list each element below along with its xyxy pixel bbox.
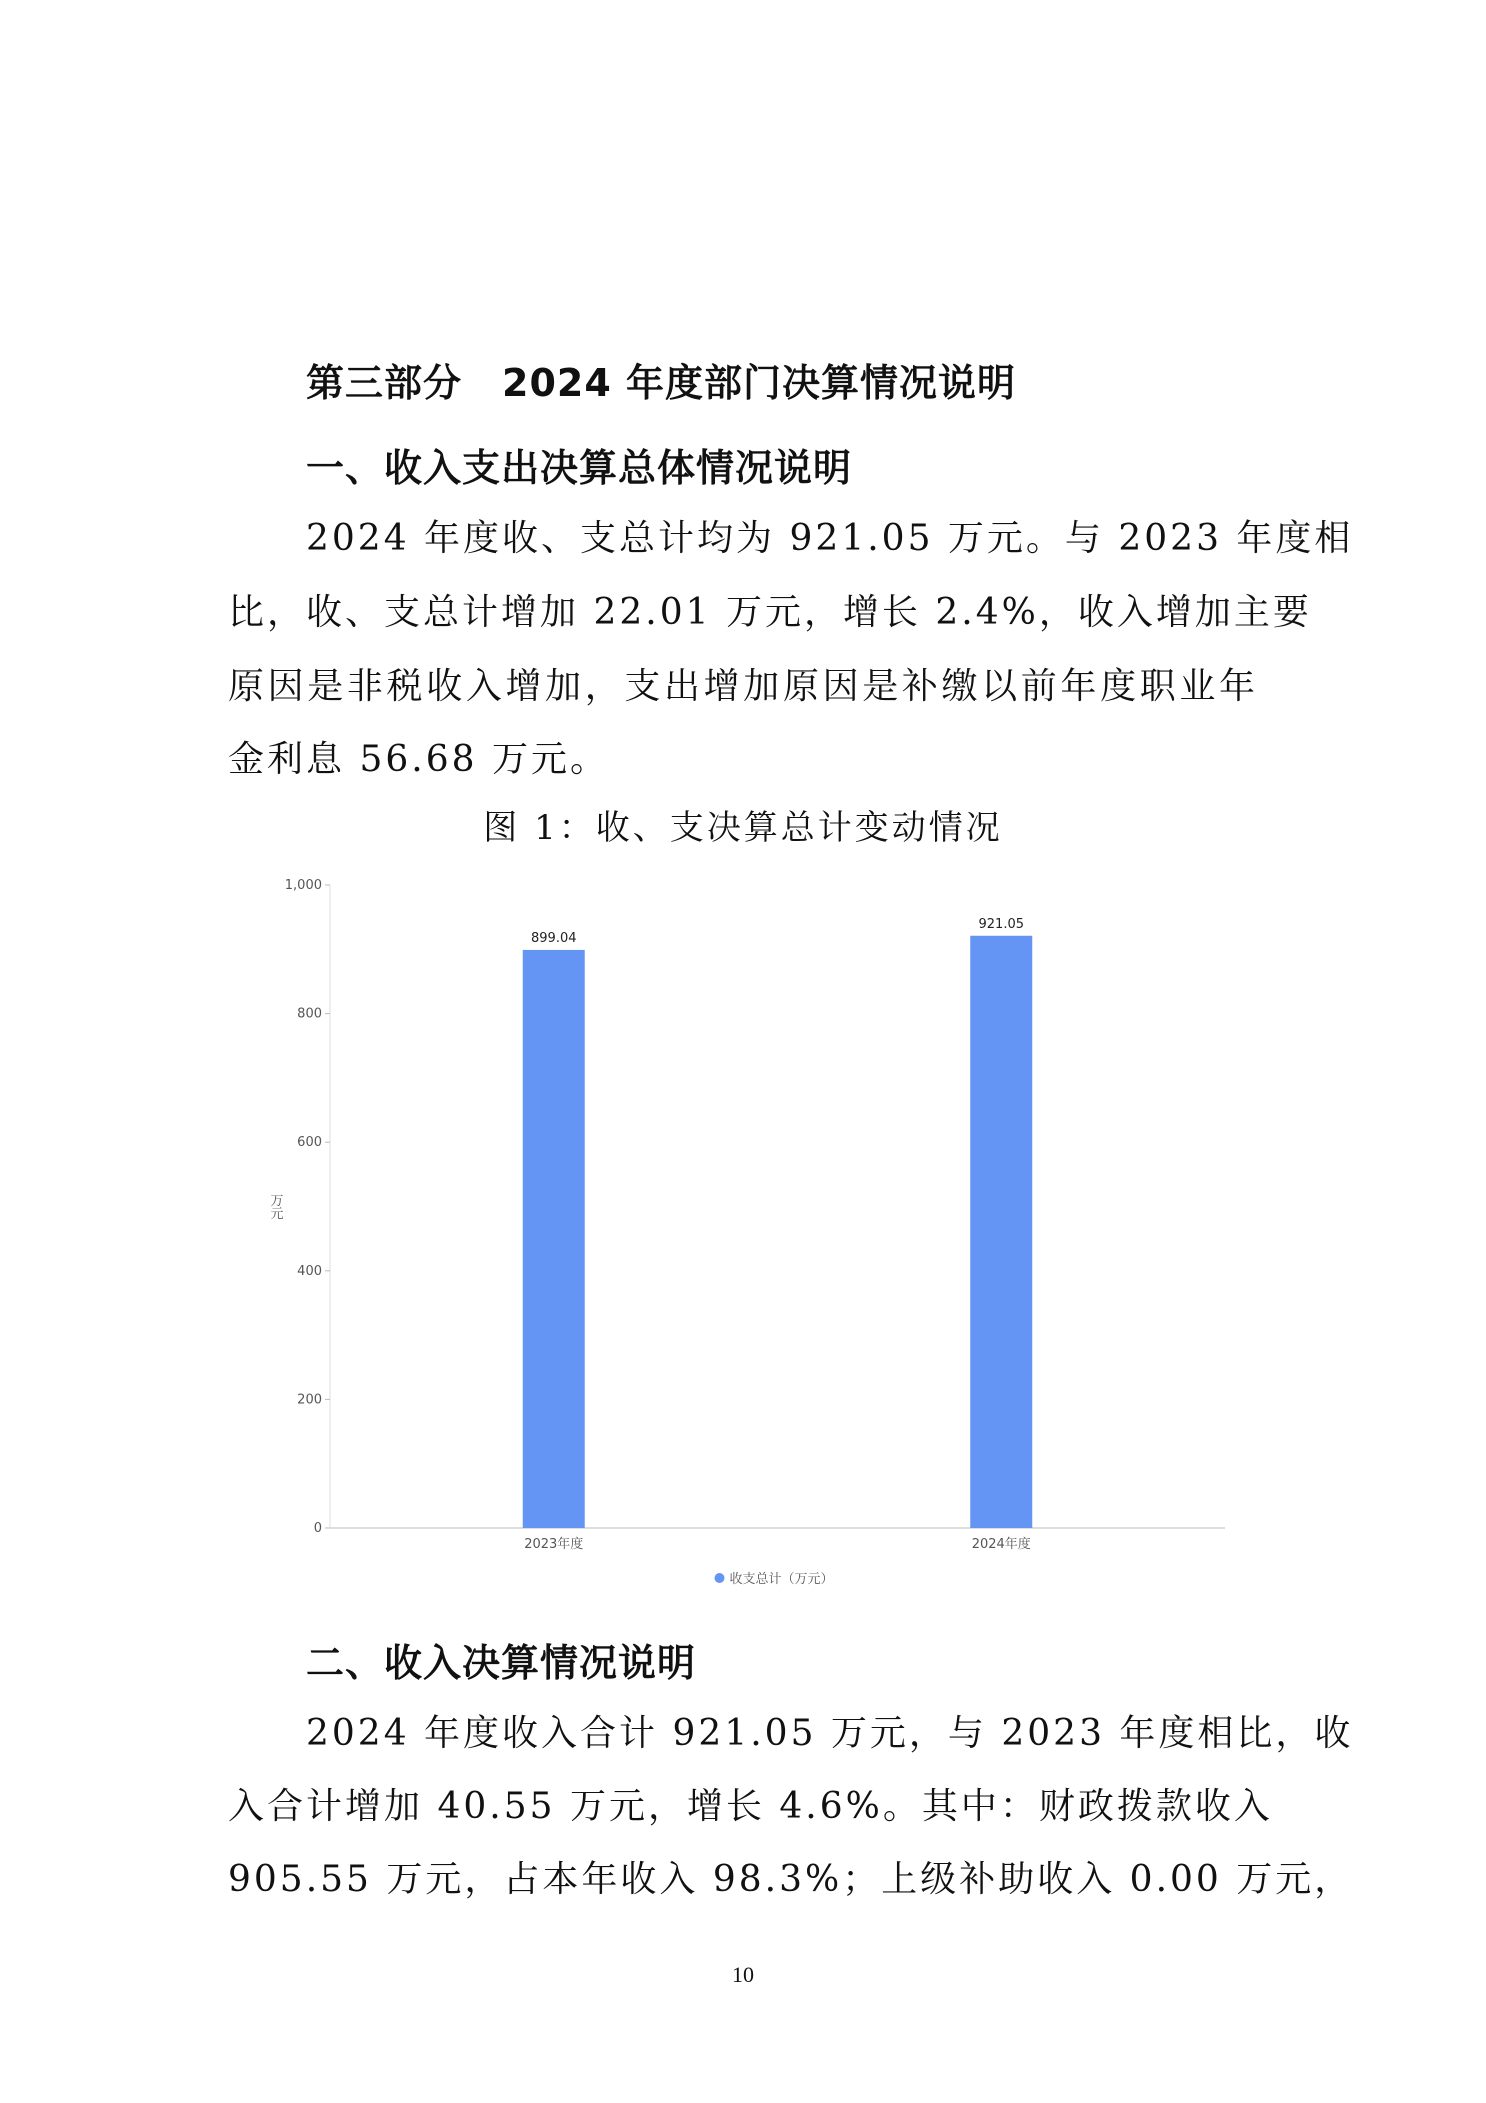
bar-chart	[250, 870, 1240, 1590]
section-1-paragraph-line: 原因是非税收入增加，支出增加原因是补缴以前年度职业年	[228, 666, 1258, 707]
section-1-paragraph-line: 金利息 56.68 万元。	[228, 739, 609, 780]
y-axis-label: 万元	[267, 1193, 283, 1220]
legend-marker	[715, 1573, 725, 1583]
page-number: 10	[732, 1962, 754, 1987]
bar-data-label: 899.04	[531, 930, 577, 946]
bar-data-label: 921.05	[978, 916, 1024, 932]
section-1-title: 一、收入支出决算总体情况说明	[306, 446, 853, 490]
bar	[970, 936, 1032, 1528]
figure-caption: 图 1：收、支决算总计变动情况	[483, 808, 1003, 848]
y-tick-label: 200	[297, 1392, 322, 1408]
part-title-text: 2024 年度部门决算情况说明	[502, 361, 1017, 405]
legend-label: 收支总计（万元）	[729, 1572, 834, 1587]
section-2-paragraph-line: 入合计增加 40.55 万元，增长 4.6%。其中：财政拨款收入	[228, 1786, 1273, 1827]
section-2-paragraph-line: 2024 年度收入合计 921.05 万元，与 2023 年度相比，收	[306, 1713, 1354, 1754]
y-tick-label: 1,000	[284, 878, 322, 893]
x-tick-label: 2024年度	[971, 1537, 1031, 1552]
y-tick-label: 800	[297, 1006, 322, 1022]
bar	[523, 950, 585, 1528]
x-tick-label: 2023年度	[524, 1537, 584, 1552]
part-title	[306, 352, 1016, 407]
part-title-prefix: 第三部分	[306, 361, 463, 405]
y-tick-label: 0	[313, 1521, 322, 1536]
y-tick-label: 600	[297, 1135, 322, 1151]
y-tick-label: 400	[297, 1263, 322, 1279]
section-2-title: 二、收入决算情况说明	[306, 1641, 697, 1685]
section-2-paragraph-line: 905.55 万元，占本年收入 98.3%；上级补助收入 0.00 万元，	[228, 1859, 1354, 1900]
section-1-paragraph-line: 2024 年度收、支总计均为 921.05 万元。与 2023 年度相	[306, 518, 1354, 559]
section-1-paragraph-line: 比，收、支总计增加 22.01 万元，增长 2.4%，收入增加主要	[228, 592, 1312, 633]
